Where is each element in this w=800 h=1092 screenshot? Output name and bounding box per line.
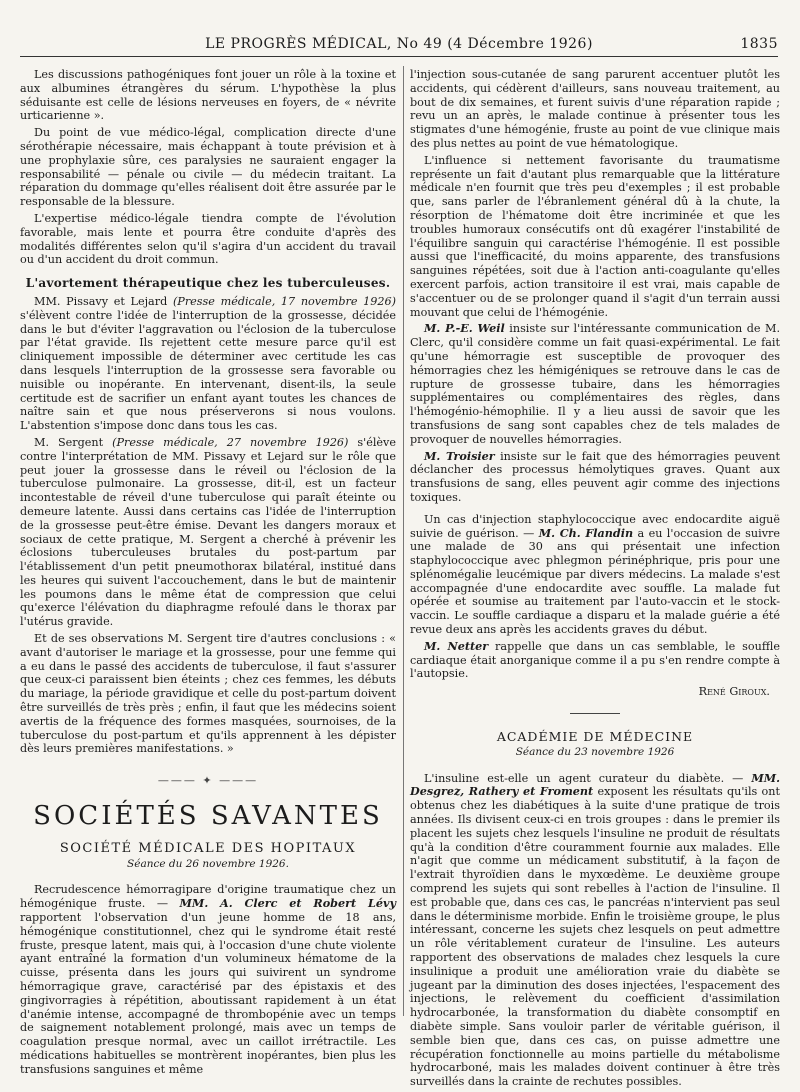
paragraph-text: s'élève contre l'interprétation de MM. Pissavy et Lejard sur le rôle que peut jouer la grossesse dans le réveil ou l'éclosion de la tuberculose pulmonaire. La grossesse, dit-il, est un facteur incontestable de réveil d'une tuberculose qui paraît éteinte ou demeure latente. Aussi dans certains cas l'idée de l'interruption de la grossesse peut-être émise. Devant les dangers moraux et sociaux de cette pratique, M. Sergent a cherché à prévenir les éclosions tuberculeuses brutales du post-partum par l'établissement d'un petit pneumothorax bilatéral, institué dans les heures qui suivent l'accouchement, dans le but de maintenir les poumons dans le même état de compression que celui qu'exerce l'élévation du diaphragme refoulé dans le thorax par l'utérus gravide. <box>20 435 396 629</box>
author-name: M. Troisier <box>424 448 495 463</box>
journal-header-title: LE PROGRÈS MÉDICAL, No 49 (4 Décembre 1926) <box>205 36 593 52</box>
paragraph <box>410 322 780 446</box>
section-title: L'avortement thérapeutique chez les tuberculeuses. <box>25 276 391 291</box>
right-column <box>410 68 780 1092</box>
paragraph: l'injection sous-cutanée de sang parurent accentuer plutôt les accidents, qui cédèrent d'ailleurs, sans nouveau traitement, au bout de dix semaines, et furent suivis d'une réparation rapide ; revu un an après, le malade continue à présenter tous les stigmates d'une hémogénie, fruste au point de vue clinique mais des plus nettes au point de vue hématologique. <box>410 68 780 150</box>
paragraph: Les discussions pathogéniques font jouer un rôle à la toxine et aux albumines étrangères du sérum. L'hypothèse la plus séduisante est celle de lésions nerveuses en foyers, de « névrite urticarienne ». <box>20 68 396 123</box>
author-name: M. Netter <box>424 638 489 653</box>
author-names: MM. A. Clerc et Robert Lévy <box>179 896 396 911</box>
page-number: 1835 <box>740 36 778 52</box>
paragraph: L'expertise médico-légale tiendra compte de l'évolution favorable, mais lente et pourra être conduite d'après des modalités différentes selon qu'il s'agira d'un accident du travail ou d'un accident du droit commun. <box>20 211 396 267</box>
communication-title: Un cas d'injection staphylococcique avec endocardite aiguë suivie de guérison. — <box>410 512 780 540</box>
paragraph-text: rappelle que dans un cas semblable, le souffle cardiaque était anorganique comme il a pu s'en rendre compte à l'autopsie. <box>410 639 780 681</box>
paragraph: L'influence si nettement favorisante du traumatisme représente un fait d'autant plus remarquable que la littérature médicale n'en fournit que très peu d'exemples ; il est probable que, sans parler de l'ébranlement général dû à la chute, la résorption de l'hématome doit être incriminée et que les troubles humoraux consécutifs ont dû exagérer l'instabilité de l'équilibre sanguin qui caractérise l'hémogénie. Il est possible aussi que l'inefficacité, du moins apparente, des transfusions sanguines répétées, soit due à l'action anti-coagulante qu'elles exercent parfois, action transitoire il est vrai, mais capable de s'accentuer ou de se prolonger quand il s'agit d'un terrain aussi mouvant que celui de l'hémogénie. <box>410 153 780 319</box>
paragraph-text: insiste sur le fait que des hémorragies peuvent déclancher des processus hémolytiques graves. Quant aux transfusions de sang, elles peuvent agir comme des injections toxiques. <box>410 449 781 504</box>
session-date: Séance du 23 novembre 1926 <box>515 745 675 758</box>
author-name: M. P.-E. Weil <box>424 321 505 336</box>
paragraph-text: insiste sur l'intéressante communication de M. Clerc, qu'il considère comme un fait quasi-expérimental. Le fait qu'une hémorragie est susceptible de provoquer des hémorragies chez les hémigéniques se retrouve dans le cas de rupture de grossesse tubaire, dans les hémorragies supplémentaires ou complémentaires des règles, dans l'hémogénio-hémophilie. Il y a lieu aussi de savoir que les transfusions de sang sont capables chez de tels malades de provoquer de nouvelles hémorragies. <box>410 322 781 446</box>
session-date: Séance du 26 novembre 1926. <box>127 857 289 870</box>
left-column <box>20 68 396 1080</box>
communication-title: L'insuline est-elle un agent curateur du diabète. — <box>424 771 744 785</box>
author-names: M. Sergent <box>34 435 104 449</box>
author-name: M. Ch. Flandin <box>538 525 634 540</box>
column-divider <box>403 66 404 1016</box>
paragraph <box>410 450 780 505</box>
author-names: MM. Desgrez, Rathery et Froment <box>410 770 780 799</box>
paragraph: Et de ses observations M. Sergent tire d'autres conclusions : « avant d'autoriser le mariage et la grossesse, pour une femme qui a eu dans le passé des accidents de tuberculose, il faut s'assurer que ceux-ci paraissent bien éteints ; chez ces femmes, les débuts du mariage, la période gravidique et celle du post-partum doivent être surveillés de très près ; enfin, il faut que les médecins soient avertis de la fréquence des formes masquées, sournoises, de la tuberculose du post-partum et qu'ils apprennent à les dépister dès leurs premières manifestations. » <box>20 632 396 756</box>
society-title: SOCIÉTÉ MÉDICALE DES HOPITAUX <box>59 840 357 856</box>
paragraph-text: exposent les résultats qu'ils ont obtenus chez les diabétiques à la suite d'une pratique de trois années. Ils divisent ceux-ci en trois groupes : dans le premier ils placent les sujets chez lesquels l'insuline ne produit de résultats qu'à la condition d'être couramment fournie aux malades. Elle n'agit que comme un médicament substitutif, à la façon de l'extrait thyroïdien dans le myxœdème. Le deuxième groupe comprend les sujets qui sont rebelles à l'action de l'insuline. Il est probable que, dans ces cas, le pancréas n'intervient pas seul dans le déterminisme morbide. Enfin le troisième groupe, le plus intéressant, concerne les sujets chez lesquels on peut admettre un rôle véritablement curateur de l'insuline. Les auteurs rapportent des observations de malades chez lesquels la cure insulinique a produit une amélioration vraie du diabète se jugeant par la diminution des doses injectées, l'espacement des injections, le relèvement du coefficient d'assimilation hydrocarbonée, la transformation du diabète consomptif en diabète simple. Sans vouloir parler de véritable guérison, il semble bien que, dans ces cas, on puisse admettre une récupération fonctionnelle au moins partielle du métabolisme hydrocarboné, mais les malades doivent continuer à être très surveillés dans la crainte de rechutes possibles. <box>410 785 780 1089</box>
society-title: ACADÉMIE DE MÉDECINE <box>496 729 694 745</box>
running-header <box>20 34 778 57</box>
paragraph-text: rapportent l'observation d'un jeune homme de 18 ans, hémogénique constitutionnel, chez qui le syndrome était resté fruste, presque latent, mais qui, à l'occasion d'une chute violente ayant entraîné la formation d'un volumineux hématome de la cuisse, présenta dans les jours qui suivirent un syndrome hémorragique grave, caractérisé par des épistaxis et des gingivorragies à répétition, aboutissant rapidement à un état d'anémie intense, accompagné de thrombopénie avec un temps de saignement notablement prolongé, mais avec un temps de coagulation presque normal, avec un caillot irrétractile. Les médications habituelles se montrèrent inopérantes, bien plus les transfusions sanguines et même <box>20 911 396 1076</box>
citation: (Presse médicale, 17 novembre 1926) <box>172 294 396 308</box>
paragraph <box>410 772 780 1089</box>
paragraph <box>410 640 780 681</box>
communication-title: Recrudescence hémorragipare d'origine traumatique chez un hémogénique fruste. — <box>20 883 396 911</box>
paragraph <box>410 513 780 637</box>
signature: René Giroux. <box>698 685 770 699</box>
paragraph-text: s'élèvent contre l'idée de l'interruption de la grossesse, décidée dans le but d'éviter l'aggravation ou l'éclosion de la tuberculose par l'état gravide. Ils rejettent cette mesure parce qu'il est cliniquement impossible de déterminer avec certitude les cas dans lesquels l'interruption de la grossesse sera favorable ou nuisible ou inopérante. En intervenant, disent-ils, la seule certitude est de sacrifier un enfant ayant toutes les chances de naître sain et que nous préserverons si nous voulons. L'abstention s'impose donc dans tous les cas. <box>20 308 396 433</box>
paragraph <box>20 436 396 629</box>
ornament-divider: ——— ✦ ——— <box>157 774 259 788</box>
citation: (Presse médicale, 27 novembre 1926) <box>112 435 349 449</box>
big-section-title: SOCIÉTÉS SAVANTES <box>33 801 383 832</box>
paragraph-text: a eu l'occasion de suivre une malade de 30 ans qui présentait une infection staphylococcique avec phlegmon périnéphrique, pris pour une splénomégalie leucémique par divers médecins. La malade s'est accompagnée d'une endocardite avec souffle. La malade fut opérée et soumise au traitement par l'auto-vaccin et le stock-vaccin. Le souffle cardiaque a disparu et la malade guérie a été revue deux ans après les accidents graves du début. <box>410 526 780 637</box>
author-names: MM. Pissavy et Lejard <box>34 294 168 308</box>
paragraph: Du point de vue médico-légal, complication directe d'une sérothérapie nécessaire, mais échappant à toute prévision et à une prophylaxie sûre, ces paralysies ne sauraient engager la responsabilité — pénale ou civile — du médecin traitant. La réparation du dommage qu'elles réalisent doit être assurée par le responsable de la blessure. <box>20 126 396 209</box>
paragraph <box>20 883 396 1076</box>
paragraph <box>20 295 396 433</box>
section-divider <box>570 713 620 714</box>
